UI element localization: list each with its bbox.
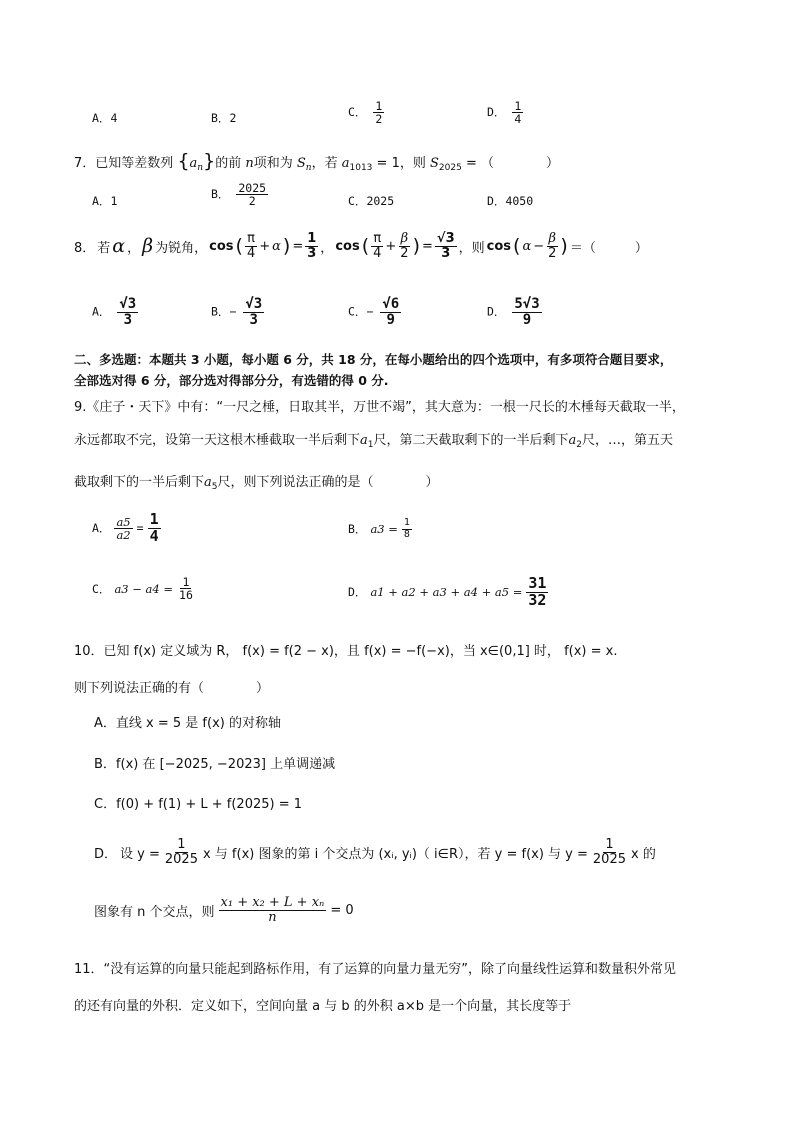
q10-option-a: A．直线 x = 5 是 f(x) 的对称轴 — [94, 716, 281, 731]
q6-option-c: C． $\frac{1}{2}$ — [348, 99, 383, 127]
q11-stem-line2: 的还有向量的外积．定义如下，空间向量 a 与 b 的外积 a×b 是一个向量，其长度等于 — [74, 999, 572, 1014]
q9-stem-line1: 9.《庄子・天下》中有：“一尺之棰，日取其半，万世不竭”，其大意为：一根一尺长的木棰每天截取一半， — [74, 400, 685, 415]
q6-option-a: A．4 — [92, 111, 118, 125]
q7-b-fraction: $\frac{2025}{2}$ — [238, 181, 267, 209]
q10-option-d: D． 设 y = $\frac{1}{2025}$ x 与 f(x) 图象的第 i 个交点为 (xᵢ, yᵢ)（ i∈R），若 y = f(x) 与 y = $\frac{1}{2025}$ x 的 — [94, 837, 656, 867]
q6-option-b: B．2 — [211, 111, 237, 125]
q9-option-a: A． $\frac{a5}{a2}$ = $\frac{1}{4}$ — [92, 510, 159, 545]
q8-option-a: A． $\frac{√3}{3}$ — [92, 296, 137, 328]
q6-c-fraction: $\frac{1}{2}$ — [375, 99, 383, 127]
q9-stem-line3: 截取剩下的一半后剩下$a_5$尺，则下列说法正确的是（ ） — [74, 475, 439, 492]
q6-d-fraction: $\frac{1}{4}$ — [514, 99, 522, 127]
q10-option-b: B．f(x) 在 [−2025, −2023] 上单调递减 — [94, 757, 336, 772]
q8-stem: 8． 若 α ， β 为锐角， cos ( $\frac{\pi}{4}$ + α ) = $\frac{1}{3}$ ， cos ( $\frac{\pi}{4}$ + $\frac{\beta}{2}$ ) = $\frac{√3}{3}$ ，则 cos ( α − $\frac{\beta}{2}$ ) ＝（ ） — [74, 231, 648, 261]
q7-option-b: B． $\frac{2025}{2}$ — [211, 181, 267, 209]
q8-option-b: B．− $\frac{√3}{3}$ — [211, 296, 263, 328]
q10-option-c: C．f(0) + f(1) + L + f(2025) = 1 — [94, 797, 303, 812]
q8-option-c: C．− $\frac{√6}{9}$ — [348, 296, 400, 328]
q10-stem-line2: 则下列说法正确的有（ ） — [74, 681, 270, 696]
q9-option-c: C． a3 − a4 = $\frac{1}{16}$ — [92, 575, 193, 603]
q7-option-c: C．2025 — [348, 194, 395, 208]
q9-option-d: D． a1 + a2 + a3 + a4 + a5 = $\frac{31}{32}$ — [348, 574, 547, 609]
q10-stem-line1: 10．已知 f(x) 定义域为 R， f(x) = f(2 − x)，且 f(x) = −f(−x)，当 x∈(0,1] 时， f(x) = x. — [74, 644, 618, 659]
section-two-heading: 二、多选题：本题共 3 小题，每小题 6 分，共 18 分，在每小题给出的四个选项中，有多项符合题目要求， — [74, 352, 673, 367]
q8-option-d: D． $\frac{5√3}{9}$ — [487, 296, 540, 328]
q7-option-d: D．4050 — [487, 194, 534, 208]
q7-stem: 7．已知等差数列 $\{a_n\}$的前 n项和为 $S_n$，若 $a_{1013} = 1$，则 $S_{2025}$ = （ ） — [74, 150, 559, 173]
q11-stem-line1: 11．“没有运算的向量只能起到路标作用，有了运算的向量力量无穷”，除了向量线性运算和数量积外常见 — [74, 962, 677, 977]
q6-option-d: D． $\frac{1}{4}$ — [487, 99, 522, 127]
q7-option-a: A．1 — [92, 194, 118, 208]
q10-option-d-line2: 图象有 n 个交点，则 $\frac{\text{x₁ + x₂ + L + xₙ}}{n}$ = 0 — [94, 895, 354, 925]
section-two-heading-line2: 全部选对得 6 分，部分选对得部分分，有选错的得 0 分. — [74, 373, 389, 388]
q9-option-b: B． a3 = $\frac{1}{8}$ — [348, 517, 410, 540]
q9-stem-line2: 永远都取不完，设第一天这根木棰截取一半后剩下$a_1$尺，第二天截取剩下的一半后剩下$a_2$尺，…，第五天 — [74, 433, 674, 450]
